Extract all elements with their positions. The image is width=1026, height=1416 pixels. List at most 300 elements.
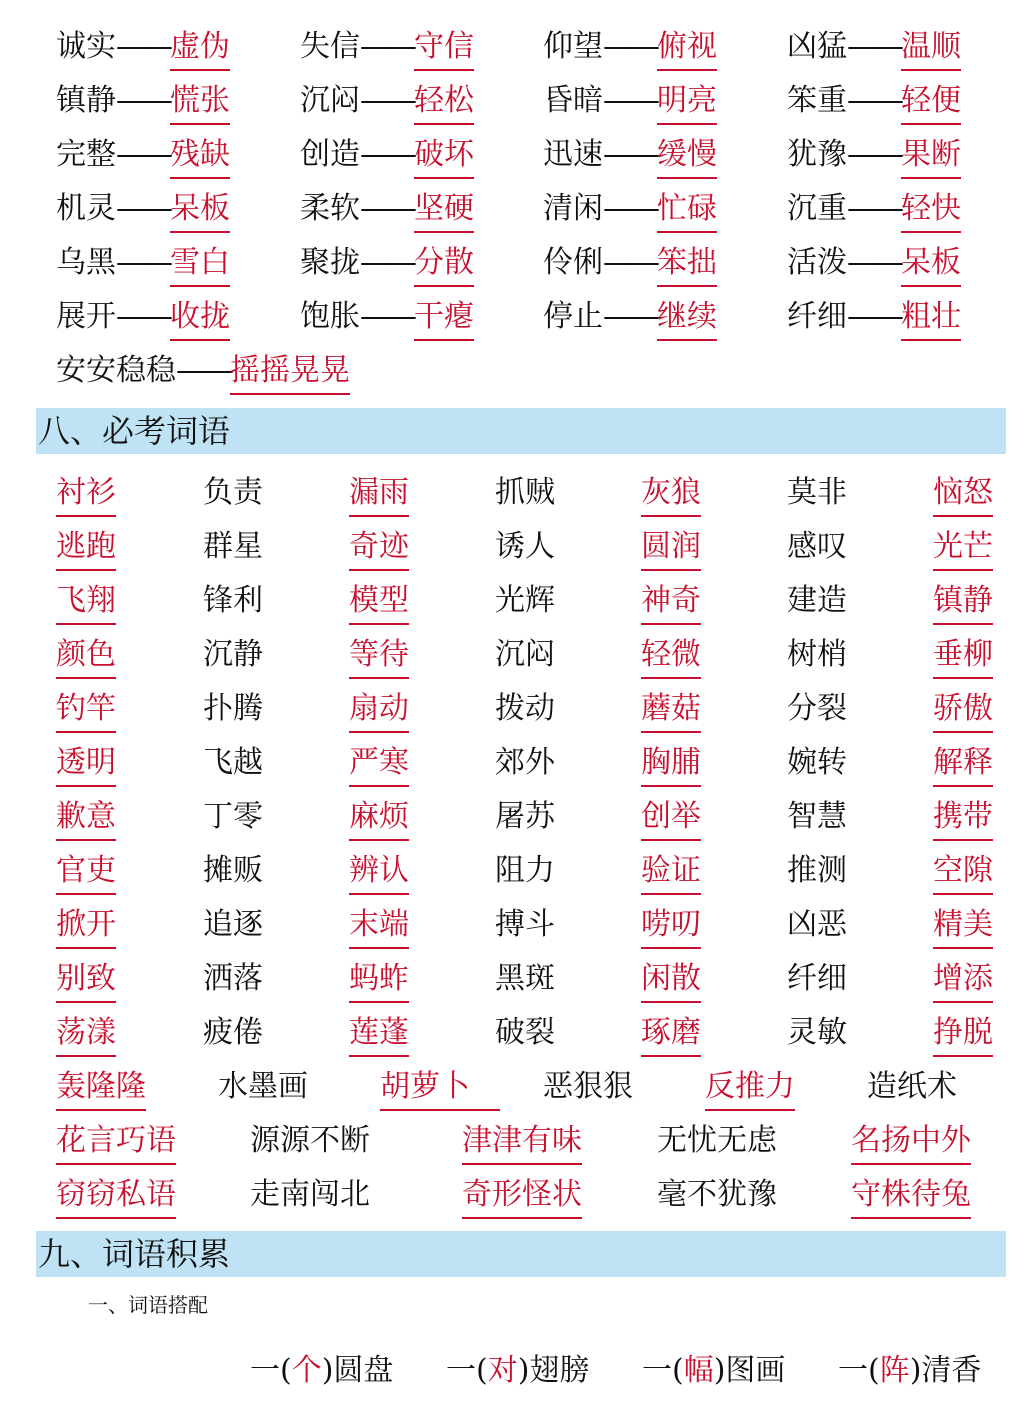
- antonym-answer: 分散: [414, 241, 474, 287]
- vocab-word: [203, 466, 263, 520]
- antonym-word: 机灵: [56, 191, 116, 226]
- vocab-word-text: 洒落: [203, 961, 263, 996]
- antonym-pair: [300, 290, 474, 344]
- vocab-word-text: 凶恶: [787, 907, 847, 942]
- idiom: [250, 1114, 370, 1168]
- antonym-dash: ——: [847, 137, 901, 172]
- antonym-word: 完整: [56, 137, 116, 172]
- antonym-dash: ——: [603, 299, 657, 334]
- vocab-row: [0, 682, 1026, 736]
- antonym-row: [0, 236, 1026, 290]
- antonym-row: [0, 344, 1026, 398]
- vocab-word: [203, 844, 263, 898]
- three-char-word: [543, 1060, 633, 1114]
- vocab-word: [203, 574, 263, 628]
- vocab-word-text: 扑腾: [203, 691, 263, 726]
- three-char-text: 胡萝卜: [380, 1065, 500, 1111]
- antonym-answer: 呆板: [901, 241, 961, 287]
- idiom-text: 无忧无虑: [657, 1123, 777, 1158]
- idiom-row: [0, 1168, 1026, 1222]
- vocab-word-text: 携带: [933, 795, 993, 841]
- vocab-word: [787, 952, 847, 1006]
- vocab-word: [56, 682, 116, 736]
- antonym-row: [0, 182, 1026, 236]
- vocab-word: [787, 1006, 847, 1060]
- antonym-word: 失信: [300, 29, 360, 64]
- measure-prefix: 一(: [838, 1353, 880, 1388]
- idiom: [250, 1168, 370, 1222]
- antonym-pair: [787, 20, 961, 74]
- vocab-word: [349, 520, 409, 574]
- vocab-word: [349, 736, 409, 790]
- antonym-answer: 雪白: [170, 241, 230, 287]
- vocab-word-text: 破裂: [495, 1015, 555, 1050]
- measure-noun: )翅膀: [517, 1353, 590, 1388]
- antonym-word: 创造: [300, 137, 360, 172]
- antonym-dash: ——: [360, 191, 414, 226]
- idiom: [851, 1114, 971, 1168]
- antonym-word: 纤细: [787, 299, 847, 334]
- vocab-row: [0, 790, 1026, 844]
- vocab-word-text: 光辉: [495, 583, 555, 618]
- antonym-dash: ——: [603, 29, 657, 64]
- vocab-word: [56, 736, 116, 790]
- antonym-pair: [56, 20, 230, 74]
- antonym-dash: ——: [603, 245, 657, 280]
- section-8-title: 八、必考词语: [38, 412, 231, 450]
- antonym-dash: ——: [176, 353, 230, 388]
- vocab-word: [787, 466, 847, 520]
- vocab-word: [495, 682, 555, 736]
- idiom-row: [0, 1114, 1026, 1168]
- vocab-word-text: 诱人: [495, 529, 555, 564]
- antonym-row: [0, 74, 1026, 128]
- three-char-word: [56, 1060, 146, 1114]
- antonym-pair: [787, 290, 961, 344]
- vocab-row: [0, 574, 1026, 628]
- three-char-word: [867, 1060, 957, 1114]
- vocab-word: [641, 736, 701, 790]
- vocab-word-text: 闲散: [641, 957, 701, 1003]
- vocab-word-text: 飞翔: [56, 579, 116, 625]
- vocab-word: [203, 790, 263, 844]
- vocab-word: [787, 898, 847, 952]
- vocab-row: [0, 520, 1026, 574]
- section-9-title: 九、词语积累: [38, 1235, 231, 1273]
- vocab-word: [495, 736, 555, 790]
- vocab-word: [787, 844, 847, 898]
- antonym-answer: 俯视: [657, 25, 717, 71]
- vocab-word: [349, 898, 409, 952]
- measure-word-answer: 对: [487, 1353, 518, 1388]
- vocab-word-text: 钓竿: [56, 687, 116, 733]
- vocab-word-text: 神奇: [641, 579, 701, 625]
- antonym-pair: [787, 74, 961, 128]
- idiom: [462, 1114, 582, 1168]
- measure-pair: [446, 1344, 589, 1398]
- vocab-row: [0, 1006, 1026, 1060]
- section-9-header: [36, 1231, 1006, 1277]
- antonym-pair: [56, 74, 230, 128]
- vocab-word-text: 蚂蚱: [349, 957, 409, 1003]
- antonym-word: 清闲: [543, 191, 603, 226]
- vocab-word: [495, 790, 555, 844]
- antonym-answer: 收拢: [170, 295, 230, 341]
- vocab-word: [641, 952, 701, 1006]
- vocab-word: [203, 1006, 263, 1060]
- idiom-text: 津津有味: [462, 1119, 582, 1165]
- three-char-text: 造纸术: [867, 1069, 957, 1104]
- vocab-word: [495, 520, 555, 574]
- vocab-word-text: 奇迹: [349, 525, 409, 571]
- vocab-word: [56, 466, 116, 520]
- antonym-word: 笨重: [787, 83, 847, 118]
- vocab-word-text: 追逐: [203, 907, 263, 942]
- antonym-word: 昏暗: [543, 83, 603, 118]
- antonym-pair: [787, 182, 961, 236]
- antonym-word: 乌黑: [56, 245, 116, 280]
- vocab-word: [349, 790, 409, 844]
- vocab-word: [203, 952, 263, 1006]
- antonym-word: 展开: [56, 299, 116, 334]
- measure-noun: )圆盘: [321, 1353, 394, 1388]
- antonym-dash: ——: [847, 299, 901, 334]
- antonym-pair: [300, 236, 474, 290]
- antonym-answer: 轻便: [901, 79, 961, 125]
- antonym-answer: 果断: [901, 133, 961, 179]
- vocab-word-text: 增添: [933, 957, 993, 1003]
- vocab-word-text: 模型: [349, 579, 409, 625]
- antonym-word: 迅速: [543, 137, 603, 172]
- three-char-text: 反推力: [705, 1065, 795, 1111]
- antonym-word: 伶俐: [543, 245, 603, 280]
- vocab-word: [56, 898, 116, 952]
- antonym-word: 沉闷: [300, 83, 360, 118]
- vocab-word: [56, 1006, 116, 1060]
- measure-noun: )图画: [713, 1353, 786, 1388]
- three-char-word: [705, 1060, 795, 1114]
- vocab-word-text: 推测: [787, 853, 847, 888]
- vocab-word-text: 扇动: [349, 687, 409, 733]
- vocab-word-text: 建造: [787, 583, 847, 618]
- measure-pair: [838, 1344, 981, 1398]
- vocab-word-text: 拨动: [495, 691, 555, 726]
- idiom: [657, 1114, 777, 1168]
- antonym-answer: 坚硬: [414, 187, 474, 233]
- vocab-word-text: 麻烦: [349, 795, 409, 841]
- antonym-dash: ——: [360, 299, 414, 334]
- vocab-word-text: 搏斗: [495, 907, 555, 942]
- vocab-word-text: 末端: [349, 903, 409, 949]
- vocab-word: [641, 1006, 701, 1060]
- vocab-word: [933, 844, 993, 898]
- antonym-row: [0, 20, 1026, 74]
- vocab-word-text: 漏雨: [349, 471, 409, 517]
- three-char-text: 水墨画: [218, 1069, 308, 1104]
- vocab-word-text: 分裂: [787, 691, 847, 726]
- vocab-word: [495, 844, 555, 898]
- vocab-word-text: 空隙: [933, 849, 993, 895]
- antonym-dash: ——: [603, 83, 657, 118]
- vocab-word-text: 逃跑: [56, 525, 116, 571]
- vocab-row: [0, 628, 1026, 682]
- vocab-row: [0, 898, 1026, 952]
- antonym-answer: 慌张: [170, 79, 230, 125]
- vocab-word: [933, 574, 993, 628]
- idiom-text: 窃窃私语: [56, 1173, 176, 1219]
- vocab-word: [641, 898, 701, 952]
- antonym-pair: [300, 74, 474, 128]
- antonym-pair: [56, 128, 230, 182]
- antonym-row: [0, 290, 1026, 344]
- vocab-word: [56, 790, 116, 844]
- vocab-word-text: 骄傲: [933, 687, 993, 733]
- antonym-dash: ——: [603, 191, 657, 226]
- vocab-word-text: 颜色: [56, 633, 116, 679]
- vocab-word-text: 镇静: [933, 579, 993, 625]
- three-char-text: 恶狠狠: [543, 1069, 633, 1104]
- vocab-word-text: 飞越: [203, 745, 263, 780]
- vocab-word: [787, 736, 847, 790]
- antonym-pair: [300, 20, 474, 74]
- vocab-word: [787, 520, 847, 574]
- vocab-word-text: 琢磨: [641, 1011, 701, 1057]
- vocab-word-text: 锋利: [203, 583, 263, 618]
- vocab-word-text: 沉闷: [495, 637, 555, 672]
- measure-word-answer: 个: [291, 1353, 322, 1388]
- idiom: [56, 1114, 176, 1168]
- measure-pair: [250, 1344, 393, 1398]
- vocab-word: [203, 520, 263, 574]
- vocab-word: [641, 520, 701, 574]
- antonym-pair: [300, 128, 474, 182]
- vocab-word-text: 抓贼: [495, 475, 555, 510]
- antonym-answer: 轻快: [901, 187, 961, 233]
- vocab-word-text: 灰狼: [641, 471, 701, 517]
- antonym-word: 活泼: [787, 245, 847, 280]
- vocab-word-text: 莫非: [787, 475, 847, 510]
- vocab-word: [495, 466, 555, 520]
- vocab-word-text: 智慧: [787, 799, 847, 834]
- antonym-answer: 守信: [414, 25, 474, 71]
- vocab-word: [933, 790, 993, 844]
- measure-pair: [642, 1344, 785, 1398]
- vocab-word-text: 丁零: [203, 799, 263, 834]
- vocab-word-text: 荡漾: [56, 1011, 116, 1057]
- vocab-word-text: 纤细: [787, 961, 847, 996]
- vocab-word-text: 黑斑: [495, 961, 555, 996]
- vocab-word: [349, 844, 409, 898]
- antonym-pair: [543, 236, 717, 290]
- vocab-word-text: 胸脯: [641, 741, 701, 787]
- vocab-word-text: 群星: [203, 529, 263, 564]
- vocab-word: [787, 682, 847, 736]
- vocab-row: [0, 736, 1026, 790]
- antonym-answer: 笨拙: [657, 241, 717, 287]
- vocab-word-text: 官吏: [56, 849, 116, 895]
- antonym-word: 仰望: [543, 29, 603, 64]
- antonym-row: [0, 128, 1026, 182]
- antonym-dash: ——: [847, 191, 901, 226]
- vocab-word: [933, 952, 993, 1006]
- idiom-text: 名扬中外: [851, 1119, 971, 1165]
- antonym-word: 饱胀: [300, 299, 360, 334]
- vocab-word: [933, 736, 993, 790]
- vocab-word: [933, 466, 993, 520]
- idiom-text: 奇形怪状: [462, 1173, 582, 1219]
- antonym-pair: [543, 182, 717, 236]
- vocab-word: [203, 898, 263, 952]
- antonym-dash: ——: [847, 245, 901, 280]
- antonym-answer: 继续: [657, 295, 717, 341]
- vocab-word-text: 疲倦: [203, 1015, 263, 1050]
- measure-word-answer: 阵: [879, 1353, 910, 1388]
- idiom-text: 源源不断: [250, 1123, 370, 1158]
- vocab-word: [641, 844, 701, 898]
- vocab-word: [203, 628, 263, 682]
- vocab-word-text: 垂柳: [933, 633, 993, 679]
- vocab-word-text: 解释: [933, 741, 993, 787]
- measure-prefix: 一(: [642, 1353, 684, 1388]
- antonym-word: 诚实: [56, 29, 116, 64]
- vocab-word: [203, 736, 263, 790]
- antonym-pair: [56, 344, 350, 398]
- vocab-word: [56, 628, 116, 682]
- measure-prefix: 一(: [446, 1353, 488, 1388]
- vocab-word: [933, 682, 993, 736]
- vocab-word: [933, 520, 993, 574]
- vocab-word-text: 光芒: [933, 525, 993, 571]
- antonym-word: 聚拢: [300, 245, 360, 280]
- antonym-dash: ——: [360, 137, 414, 172]
- antonym-pair: [56, 182, 230, 236]
- antonym-answer: 破坏: [414, 133, 474, 179]
- vocab-word: [787, 574, 847, 628]
- antonym-answer: 温顺: [901, 25, 961, 71]
- vocab-word-text: 唠叨: [641, 903, 701, 949]
- vocab-word-text: 轻微: [641, 633, 701, 679]
- vocab-word: [933, 628, 993, 682]
- vocab-word: [641, 574, 701, 628]
- antonym-dash: ——: [116, 83, 170, 118]
- antonym-answer: 粗壮: [901, 295, 961, 341]
- vocab-word: [349, 1006, 409, 1060]
- vocab-word-text: 透明: [56, 741, 116, 787]
- antonym-word: 安安稳稳: [56, 353, 176, 388]
- vocab-word-text: 挣脱: [933, 1011, 993, 1057]
- vocab-word: [349, 628, 409, 682]
- three-char-text: 轰隆隆: [56, 1065, 146, 1111]
- idiom: [462, 1168, 582, 1222]
- vocab-word: [56, 844, 116, 898]
- idiom-text: 守株待兔: [851, 1173, 971, 1219]
- vocab-word-text: 感叹: [787, 529, 847, 564]
- vocab-word: [495, 898, 555, 952]
- vocab-word-text: 恼怒: [933, 471, 993, 517]
- antonym-word: 镇静: [56, 83, 116, 118]
- vocab-word: [56, 520, 116, 574]
- antonym-dash: ——: [603, 137, 657, 172]
- vocab-word-text: 郊外: [495, 745, 555, 780]
- vocab-word-text: 树梢: [787, 637, 847, 672]
- antonym-dash: ——: [360, 245, 414, 280]
- idiom: [851, 1168, 971, 1222]
- antonym-answer: 摇摇晃晃: [230, 349, 350, 395]
- vocab-row: [0, 952, 1026, 1006]
- antonym-dash: ——: [116, 29, 170, 64]
- vocab-word-text: 婉转: [787, 745, 847, 780]
- antonym-dash: ——: [847, 29, 901, 64]
- antonym-dash: ——: [360, 29, 414, 64]
- antonym-dash: ——: [116, 245, 170, 280]
- vocab-word: [349, 682, 409, 736]
- vocab-word-text: 衬衫: [56, 471, 116, 517]
- antonym-pair: [543, 20, 717, 74]
- antonym-answer: 缓慢: [657, 133, 717, 179]
- vocab-word: [349, 952, 409, 1006]
- vocab-word: [495, 1006, 555, 1060]
- vocab-word: [787, 790, 847, 844]
- vocab-word-text: 沉静: [203, 637, 263, 672]
- antonym-answer: 呆板: [170, 187, 230, 233]
- antonym-answer: 干瘪: [414, 295, 474, 341]
- vocab-word: [641, 466, 701, 520]
- vocab-word-text: 精美: [933, 903, 993, 949]
- antonym-word: 柔软: [300, 191, 360, 226]
- antonym-answer: 残缺: [170, 133, 230, 179]
- measure-noun: )清香: [909, 1353, 982, 1388]
- vocab-word: [349, 466, 409, 520]
- idiom: [56, 1168, 176, 1222]
- vocab-word: [933, 1006, 993, 1060]
- vocab-word-text: 严寒: [349, 741, 409, 787]
- vocab-word-text: 创举: [641, 795, 701, 841]
- vocab-word: [641, 628, 701, 682]
- idiom: [657, 1168, 777, 1222]
- vocab-word-text: 验证: [641, 849, 701, 895]
- antonym-pair: [56, 236, 230, 290]
- antonym-word: 犹豫: [787, 137, 847, 172]
- antonym-pair: [787, 128, 961, 182]
- antonym-answer: 虚伪: [170, 25, 230, 71]
- antonym-pair: [543, 128, 717, 182]
- antonym-answer: 轻松: [414, 79, 474, 125]
- vocab-word-text: 别致: [56, 957, 116, 1003]
- measure-word-answer: 幅: [683, 1353, 714, 1388]
- antonym-dash: ——: [847, 83, 901, 118]
- vocab-word-text: 等待: [349, 633, 409, 679]
- three-char-word: [218, 1060, 308, 1114]
- antonym-dash: ——: [116, 191, 170, 226]
- antonym-dash: ——: [116, 299, 170, 334]
- three-char-word: [380, 1060, 500, 1114]
- antonym-pair: [787, 236, 961, 290]
- vocab-word-text: 辨认: [349, 849, 409, 895]
- vocab-word-text: 蘑菇: [641, 687, 701, 733]
- antonym-pair: [543, 74, 717, 128]
- vocab-word-text: 摊贩: [203, 853, 263, 888]
- vocab-word: [641, 790, 701, 844]
- vocab-word: [203, 682, 263, 736]
- vocab-word: [349, 574, 409, 628]
- antonym-answer: 忙碌: [657, 187, 717, 233]
- idiom-text: 花言巧语: [56, 1119, 176, 1165]
- vocab-word-text: 莲蓬: [349, 1011, 409, 1057]
- antonym-dash: ——: [360, 83, 414, 118]
- vocab-word: [641, 682, 701, 736]
- vocab-word-text: 灵敏: [787, 1015, 847, 1050]
- vocab-word-text: 屠苏: [495, 799, 555, 834]
